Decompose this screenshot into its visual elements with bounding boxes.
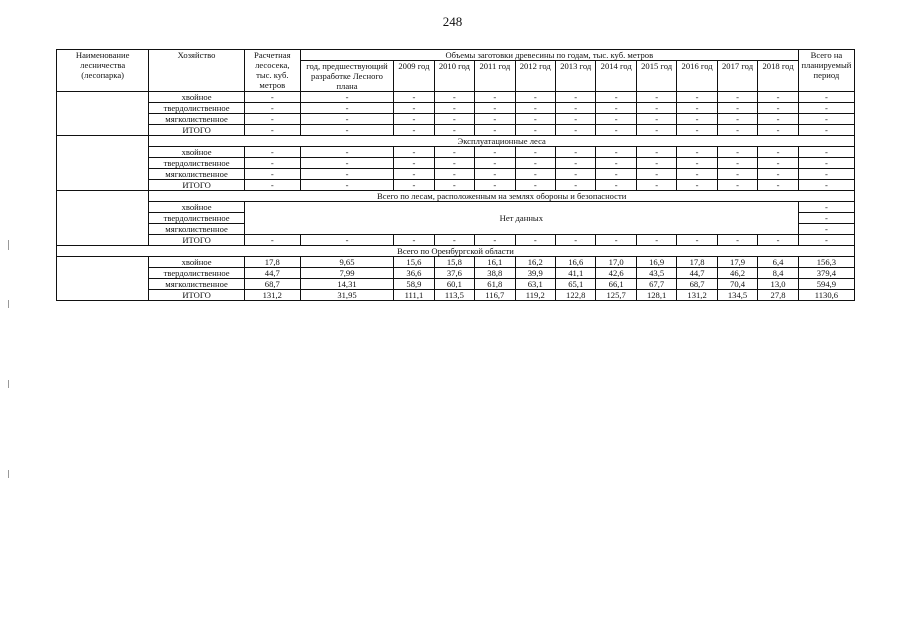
scan-edge-mark — [8, 240, 9, 250]
cell: - — [475, 114, 515, 125]
row-label: ИТОГО — [149, 125, 244, 136]
cell: - — [758, 114, 799, 125]
cell: - — [475, 92, 515, 103]
cell: - — [677, 103, 717, 114]
forestry-name-cell — [57, 92, 149, 136]
cell: 63,1 — [515, 279, 555, 290]
cell: - — [717, 114, 757, 125]
cell: - — [596, 103, 636, 114]
cell: 16,6 — [556, 257, 596, 268]
cell: - — [394, 92, 434, 103]
cell: 60,1 — [434, 279, 474, 290]
cell: 68,7 — [244, 279, 300, 290]
cell: - — [556, 103, 596, 114]
table-row — [57, 180, 855, 191]
cell: - — [677, 180, 717, 191]
table-row — [57, 279, 855, 290]
cell: - — [394, 125, 434, 136]
cell: - — [300, 180, 393, 191]
cell: - — [475, 147, 515, 158]
cell: - — [758, 180, 799, 191]
header-year: 2009 год — [394, 61, 434, 92]
row-label: ИТОГО — [149, 180, 244, 191]
cell: - — [717, 147, 757, 158]
cell: - — [394, 147, 434, 158]
cell: 1130,6 — [798, 290, 854, 301]
header-year: 2018 год — [758, 61, 799, 92]
cell: - — [515, 92, 555, 103]
cell: - — [434, 147, 474, 158]
cell: 17,8 — [244, 257, 300, 268]
cell: - — [798, 235, 854, 246]
cell: - — [515, 169, 555, 180]
table-row — [57, 92, 855, 103]
cell: 594,9 — [798, 279, 854, 290]
cell: - — [556, 235, 596, 246]
cell: 67,7 — [636, 279, 676, 290]
cell: - — [434, 169, 474, 180]
cell: - — [300, 169, 393, 180]
cell: 39,9 — [515, 268, 555, 279]
cell: - — [596, 169, 636, 180]
table-row — [57, 158, 855, 169]
cell: - — [556, 180, 596, 191]
cell: - — [758, 92, 799, 103]
cell: 42,6 — [596, 268, 636, 279]
cell: 122,8 — [556, 290, 596, 301]
cell: - — [636, 125, 676, 136]
row-label: хвойное — [149, 202, 244, 213]
cell: - — [717, 169, 757, 180]
cell: 116,7 — [475, 290, 515, 301]
cell: - — [244, 180, 300, 191]
cell: 131,2 — [244, 290, 300, 301]
cell: - — [475, 169, 515, 180]
cell: - — [636, 114, 676, 125]
cell: 61,8 — [475, 279, 515, 290]
cell: - — [300, 92, 393, 103]
cell: 38,8 — [475, 268, 515, 279]
cell: - — [798, 180, 854, 191]
cell: - — [636, 103, 676, 114]
cell: - — [244, 169, 300, 180]
cell: 16,1 — [475, 257, 515, 268]
cell: - — [677, 92, 717, 103]
forestry-name-cell — [57, 257, 149, 301]
cell: - — [556, 92, 596, 103]
table-row — [57, 268, 855, 279]
cell: - — [300, 125, 393, 136]
row-label: твердолиственное — [149, 103, 244, 114]
cell: 6,4 — [758, 257, 799, 268]
section-header-row — [57, 191, 855, 202]
header-total: Всего на планируемый период — [798, 50, 854, 92]
cell: - — [394, 114, 434, 125]
header-year: 2017 год — [717, 61, 757, 92]
row-label: мягколиственное — [149, 279, 244, 290]
cell: 17,9 — [717, 257, 757, 268]
table-row — [57, 290, 855, 301]
table-row — [57, 114, 855, 125]
header-volumes-by-year: Объемы заготовки древесины по годам, тыс. куб. метров — [300, 50, 798, 61]
cell: - — [394, 169, 434, 180]
cell: - — [556, 114, 596, 125]
forestry-name-cell — [57, 136, 149, 191]
cell: - — [596, 92, 636, 103]
cell: - — [798, 103, 854, 114]
cell: 41,1 — [556, 268, 596, 279]
cell: 66,1 — [596, 279, 636, 290]
cell: - — [556, 158, 596, 169]
cell: 7,99 — [300, 268, 393, 279]
cell: - — [434, 103, 474, 114]
cell: - — [244, 147, 300, 158]
harvest-volume-table — [56, 49, 855, 301]
cell: - — [515, 114, 555, 125]
header-allowable-cut: Расчетная лесосека, тыс. куб. метров — [244, 50, 300, 92]
cell: - — [244, 125, 300, 136]
cell: - — [717, 92, 757, 103]
cell: - — [515, 158, 555, 169]
cell: - — [798, 224, 854, 235]
row-label: ИТОГО — [149, 235, 244, 246]
cell: - — [596, 235, 636, 246]
scan-edge-mark — [8, 380, 9, 388]
cell: 36,6 — [394, 268, 434, 279]
cell: - — [798, 158, 854, 169]
cell: - — [677, 125, 717, 136]
cell: 46,2 — [717, 268, 757, 279]
table-row — [57, 125, 855, 136]
cell: - — [596, 114, 636, 125]
cell: - — [475, 103, 515, 114]
header-year: 2011 год — [475, 61, 515, 92]
section-title: Всего по лесам, расположенным на землях обороны и безопасности — [149, 191, 855, 202]
cell: 14,31 — [300, 279, 393, 290]
cell: - — [556, 169, 596, 180]
cell: - — [300, 103, 393, 114]
cell: - — [677, 114, 717, 125]
row-label: мягколиственное — [149, 224, 244, 235]
cell: - — [394, 103, 434, 114]
cell: - — [758, 103, 799, 114]
cell: - — [515, 103, 555, 114]
cell: - — [636, 92, 676, 103]
header-forestry: Наименование лесничества (лесопарка) — [57, 50, 149, 92]
cell: - — [300, 147, 393, 158]
row-label: ИТОГО — [149, 290, 244, 301]
cell: 128,1 — [636, 290, 676, 301]
cell: - — [636, 180, 676, 191]
cell: - — [596, 180, 636, 191]
cell: - — [394, 235, 434, 246]
cell: - — [596, 158, 636, 169]
cell: - — [434, 125, 474, 136]
cell: - — [798, 213, 854, 224]
header-prev-year: год, предшествующий разработке Лесного плана — [300, 61, 393, 92]
table-row — [57, 202, 855, 213]
cell: - — [717, 125, 757, 136]
cell: - — [244, 114, 300, 125]
cell: - — [475, 125, 515, 136]
cell: 9,65 — [300, 257, 393, 268]
section-header-row — [57, 136, 855, 147]
forestry-name-cell — [57, 191, 149, 246]
row-label: хвойное — [149, 147, 244, 158]
cell: - — [394, 180, 434, 191]
cell: - — [798, 114, 854, 125]
cell: 27,8 — [758, 290, 799, 301]
table-row — [57, 257, 855, 268]
section-header-row — [57, 246, 855, 257]
cell: - — [244, 235, 300, 246]
row-label: твердолиственное — [149, 268, 244, 279]
table-row — [57, 103, 855, 114]
cell: - — [798, 125, 854, 136]
cell: 44,7 — [244, 268, 300, 279]
cell: 37,6 — [434, 268, 474, 279]
cell: - — [798, 169, 854, 180]
cell: - — [717, 235, 757, 246]
cell: 111,1 — [394, 290, 434, 301]
cell: 134,5 — [717, 290, 757, 301]
cell: 113,5 — [434, 290, 474, 301]
row-label: мягколиственное — [149, 169, 244, 180]
cell: 15,6 — [394, 257, 434, 268]
cell: - — [717, 103, 757, 114]
cell: - — [677, 235, 717, 246]
cell: 125,7 — [596, 290, 636, 301]
cell: - — [475, 235, 515, 246]
cell: 17,0 — [596, 257, 636, 268]
row-label: хвойное — [149, 92, 244, 103]
scan-edge-mark — [8, 470, 9, 478]
cell: - — [300, 158, 393, 169]
row-label: твердолиственное — [149, 213, 244, 224]
page-number: 248 — [442, 14, 463, 29]
cell: - — [244, 92, 300, 103]
cell: - — [515, 147, 555, 158]
cell: - — [434, 114, 474, 125]
cell: - — [596, 147, 636, 158]
cell: 68,7 — [677, 279, 717, 290]
cell: - — [677, 158, 717, 169]
section-title: Эксплуатационные леса — [149, 136, 855, 147]
cell: - — [758, 235, 799, 246]
cell: - — [758, 169, 799, 180]
cell: - — [244, 103, 300, 114]
cell: 119,2 — [515, 290, 555, 301]
cell: - — [636, 235, 676, 246]
cell: - — [475, 180, 515, 191]
header-year: 2015 год — [636, 61, 676, 92]
cell: - — [636, 158, 676, 169]
cell: - — [244, 158, 300, 169]
cell: - — [717, 158, 757, 169]
cell: - — [636, 169, 676, 180]
cell: - — [556, 125, 596, 136]
header-year: 2014 год — [596, 61, 636, 92]
cell: 156,3 — [798, 257, 854, 268]
row-label: хвойное — [149, 257, 244, 268]
cell: - — [556, 147, 596, 158]
cell: - — [798, 202, 854, 213]
cell: - — [434, 158, 474, 169]
cell: 131,2 — [677, 290, 717, 301]
cell: - — [434, 180, 474, 191]
cell: - — [434, 235, 474, 246]
table-row — [57, 147, 855, 158]
cell: - — [758, 125, 799, 136]
cell: 379,4 — [798, 268, 854, 279]
cell: - — [596, 125, 636, 136]
cell: - — [758, 147, 799, 158]
cell: 44,7 — [677, 268, 717, 279]
cell: - — [515, 125, 555, 136]
cell: - — [300, 235, 393, 246]
cell: - — [300, 114, 393, 125]
no-data-cell: Нет данных — [244, 202, 798, 235]
cell: - — [636, 147, 676, 158]
cell: 58,9 — [394, 279, 434, 290]
cell: - — [515, 180, 555, 191]
row-label: мягколиственное — [149, 114, 244, 125]
cell: 16,2 — [515, 257, 555, 268]
row-label: твердолиственное — [149, 158, 244, 169]
cell: - — [475, 158, 515, 169]
cell: - — [798, 147, 854, 158]
cell: - — [394, 158, 434, 169]
header-year: 2016 год — [677, 61, 717, 92]
header-year: 2010 год — [434, 61, 474, 92]
header-farm: Хозяйство — [149, 50, 244, 92]
section-title: Всего по Оренбургской области — [57, 246, 855, 257]
cell: 43,5 — [636, 268, 676, 279]
cell: - — [717, 180, 757, 191]
cell: 17,8 — [677, 257, 717, 268]
scan-edge-mark — [8, 300, 9, 308]
cell: 70,4 — [717, 279, 757, 290]
cell: - — [798, 92, 854, 103]
cell: - — [434, 92, 474, 103]
cell: 31,95 — [300, 290, 393, 301]
cell: - — [677, 147, 717, 158]
table-row — [57, 169, 855, 180]
cell: - — [677, 169, 717, 180]
cell: 8,4 — [758, 268, 799, 279]
header-year: 2012 год — [515, 61, 555, 92]
header-year: 2013 год — [556, 61, 596, 92]
cell: 16,9 — [636, 257, 676, 268]
cell: 13,0 — [758, 279, 799, 290]
cell: - — [758, 158, 799, 169]
table-row — [57, 235, 855, 246]
cell: 65,1 — [556, 279, 596, 290]
cell: 15,8 — [434, 257, 474, 268]
cell: - — [515, 235, 555, 246]
